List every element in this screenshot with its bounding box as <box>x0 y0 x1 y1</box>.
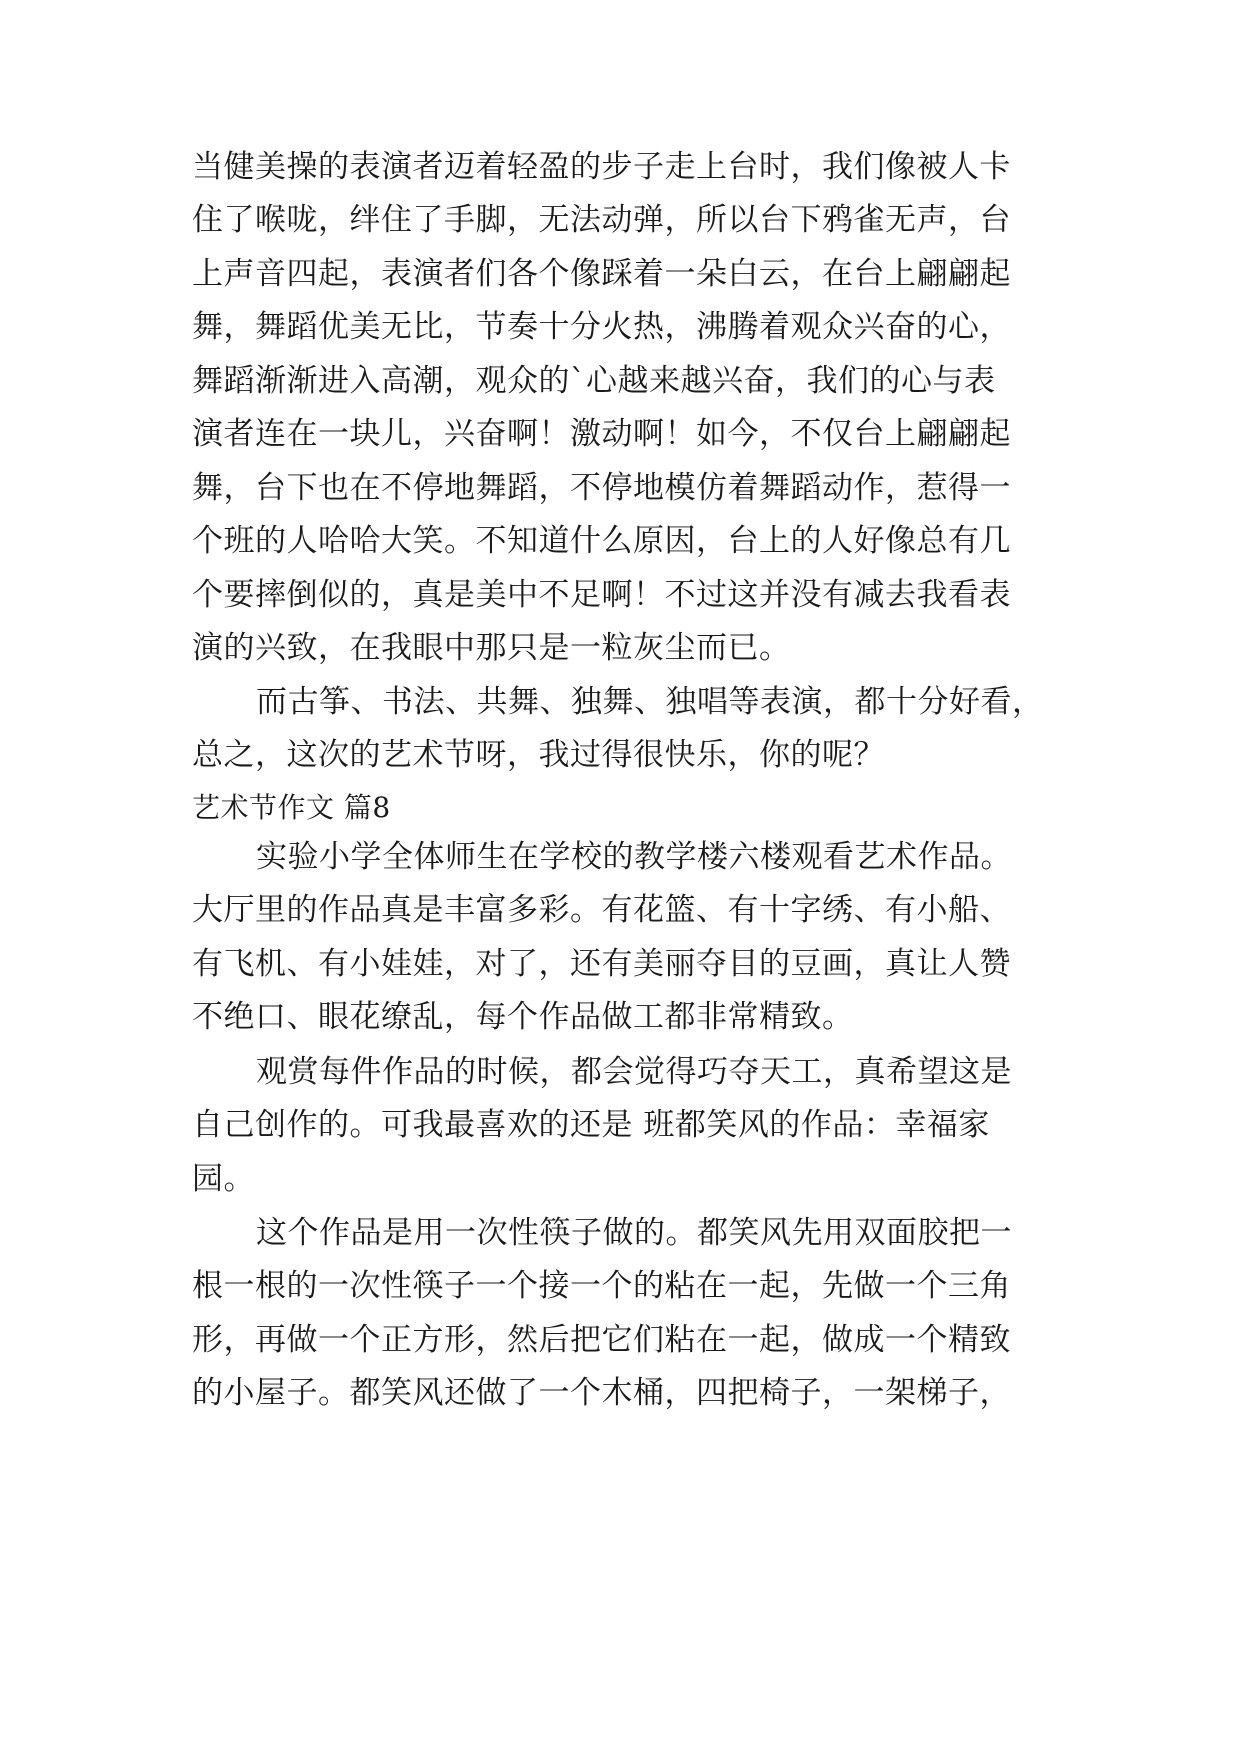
paragraph-4-line-3: 园。 <box>192 1161 255 1197</box>
paragraph-2-line-2: 总之，这次的艺术节呀，我过得很快乐，你的呢？ <box>192 737 885 773</box>
paragraph-1-line-7: 舞，台下也在不停地舞蹈，不停地模仿着舞蹈动作，惹得一 <box>192 470 1011 506</box>
paragraph-4-line-2: 自己创作的。可我最喜欢的还是 班都笑风的作品：幸福家 <box>192 1107 990 1143</box>
paragraph-3-line-4: 不绝口、眼花缭乱，每个作品做工都非常精致。 <box>192 999 854 1035</box>
paragraph-4-line-1: 观赏每件作品的时候，都会觉得巧夺天工，真希望这是 <box>256 1054 1012 1090</box>
paragraph-1-line-5: 舞蹈渐渐进入高潮，观众的`心越来越兴奋，我们的心与表 <box>192 363 996 399</box>
paragraph-5-line-4: 的小屋子。都笑风还做了一个木桶，四把椅子，一架梯子， <box>192 1375 1011 1411</box>
paragraph-1-line-8: 个班的人哈哈大笑。不知道什么原因，台上的人好像总有几 <box>192 523 1011 559</box>
paragraph-1-line-4: 舞，舞蹈优美无比，节奏十分火热，沸腾着观众兴奋的心， <box>192 309 1011 345</box>
paragraph-1-line-6: 演者连在一块儿，兴奋啊！激动啊！如今，不仅台上翩翩起 <box>192 416 1011 452</box>
paragraph-5-line-3: 形，再做一个正方形，然后把它们粘在一起，做成一个精致 <box>192 1322 1011 1358</box>
section-heading: 艺术节作文 篇8 <box>192 791 391 824</box>
paragraph-3-line-3: 有飞机、有小娃娃，对了，还有美丽夺目的豆画，真让人赞 <box>192 946 1011 982</box>
paragraph-1-line-2: 住了喉咙，绊住了手脚，无法动弹，所以台下鸦雀无声，台 <box>192 202 1011 238</box>
paragraph-3-line-2: 大厅里的作品真是丰富多彩。有花篮、有十字绣、有小船、 <box>192 892 1011 928</box>
paragraph-5-line-1: 这个作品是用一次性筷子做的。都笑风先用双面胶把一 <box>256 1215 1012 1251</box>
paragraph-1-line-10: 演的兴致，在我眼中那只是一粒灰尘而已。 <box>192 630 791 666</box>
paragraph-1-line-9: 个要摔倒似的，真是美中不足啊！不过这并没有减去我看表 <box>192 577 1011 613</box>
paragraph-5-line-2: 根一根的一次性筷子一个接一个的粘在一起，先做一个三角 <box>192 1268 1011 1304</box>
paragraph-2-line-1: 而古筝、书法、共舞、独舞、独唱等表演，都十分好看， <box>256 684 1044 720</box>
paragraph-1-line-3: 上声音四起，表演者们各个像踩着一朵白云，在台上翩翩起 <box>192 256 1011 292</box>
paragraph-1-line-1: 当健美操的表演者迈着轻盈的步子走上台时，我们像被人卡 <box>192 149 1011 185</box>
paragraph-3-line-1: 实验小学全体师生在学校的教学楼六楼观看艺术作品。 <box>256 839 1012 875</box>
